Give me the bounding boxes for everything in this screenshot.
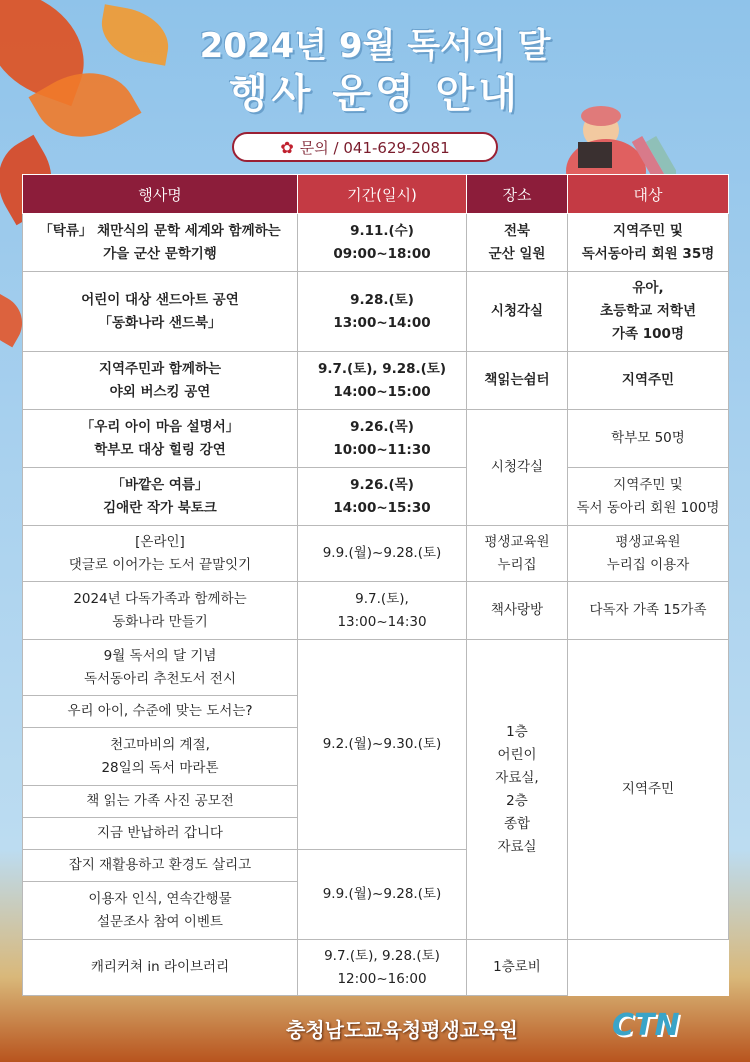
table-row [23,272,729,352]
event-target: 지역주민 [568,640,729,940]
event-place: 1층 어린이 자료실, 2층 종합 자료실 [467,640,568,940]
event-place: 전북 군산 일원 [467,214,568,272]
event-name: 책 읽는 가족 사진 공모전 [23,786,298,818]
table-row [23,640,729,696]
event-place: 시청각실 [467,410,568,526]
event-name: 지역주민과 함께하는 야외 버스킹 공연 [23,352,298,410]
event-target: 지역주민 [568,352,729,410]
event-target: 유아, 초등학교 저학년 가족 100명 [568,272,729,352]
event-name: 「바깥은 여름」 김애란 작가 북토크 [23,468,298,526]
event-name: 캐리커쳐 in 라이브러리 [23,940,298,996]
event-name: 이용자 인식, 연속간행물 설문조사 참여 이벤트 [23,882,298,940]
event-period: 9.26.(목) 14:00~15:30 [298,468,467,526]
event-name: 잡지 재활용하고 환경도 살리고 [23,850,298,882]
event-place: 시청각실 [467,272,568,352]
table-row [23,526,729,582]
event-name: 「우리 아이 마음 설명서」 학부모 대상 힐링 강연 [23,410,298,468]
page-title-line1: 2024년 9월 독서의 달 [199,26,551,66]
table-row [23,352,729,410]
event-name: 천고마비의 계절, 28일의 독서 마라톤 [23,728,298,786]
event-name: [온라인] 댓글로 이어가는 도서 끝말잇기 [23,526,298,582]
event-target: 다독자 가족 15가족 [568,582,729,640]
event-period: 9.7.(토), 13:00~14:30 [298,582,467,640]
event-name: 우리 아이, 수준에 맞는 도서는? [23,696,298,728]
table-row [23,214,729,272]
event-name: 9월 독서의 달 기념 독서동아리 추천도서 전시 [23,640,298,696]
event-target: 학부모 50명 [568,410,729,468]
event-target: 지역주민 및 독서동아리 회원 35명 [568,214,729,272]
event-name: 「탁류」 채만식의 문학 세계와 함께하는 가을 군산 문학기행 [23,214,298,272]
table-row [23,468,729,526]
event-place: 1층로비 [467,940,568,996]
ctn-logo: CTN [612,1008,680,1043]
table-row [23,940,729,996]
event-target: 평생교육원 누리집 이용자 [568,526,729,582]
event-period: 9.2.(월)~9.30.(토) [298,640,467,850]
event-place: 책사랑방 [467,582,568,640]
page-title-line2: 행사 운영 안내 [229,71,521,117]
column-header-period: 기간(일시) [298,175,467,214]
event-period: 9.9.(월)~9.28.(토) [298,850,467,940]
event-name: 어린이 대상 샌드아트 공연 「동화나라 샌드북」 [23,272,298,352]
event-period: 9.28.(토) 13:00~14:00 [298,272,467,352]
event-period: 9.11.(수) 09:00~18:00 [298,214,467,272]
event-period: 9.7.(토), 9.28.(토) 14:00~15:00 [298,352,467,410]
table-row [23,582,729,640]
column-header-event: 행사명 [23,175,298,214]
event-place: 평생교육원 누리집 [467,526,568,582]
event-place: 책읽는쉼터 [467,352,568,410]
event-target: 지역주민 및 독서 동아리 회원 100명 [568,468,729,526]
event-name: 2024년 다독가족과 함께하는 동화나라 만들기 [23,582,298,640]
organization-name: 충청남도교육청평생교육원 [286,1018,518,1042]
table-row [23,410,729,468]
column-header-place: 장소 [467,175,568,214]
event-period: 9.7.(토), 9.28.(토) 12:00~16:00 [298,940,467,996]
event-period: 9.26.(목) 10:00~11:30 [298,410,467,468]
event-period: 9.9.(월)~9.28.(토) [298,526,467,582]
maple-leaf-icon: ✿ [280,137,294,157]
contact-text: 문의 / 041-629-2081 [299,138,450,157]
contact-badge [232,132,498,162]
event-name: 지금 반납하러 갑니다 [23,818,298,850]
event-schedule-table [22,174,729,996]
table-header-row [23,175,729,214]
column-header-target: 대상 [568,175,729,214]
